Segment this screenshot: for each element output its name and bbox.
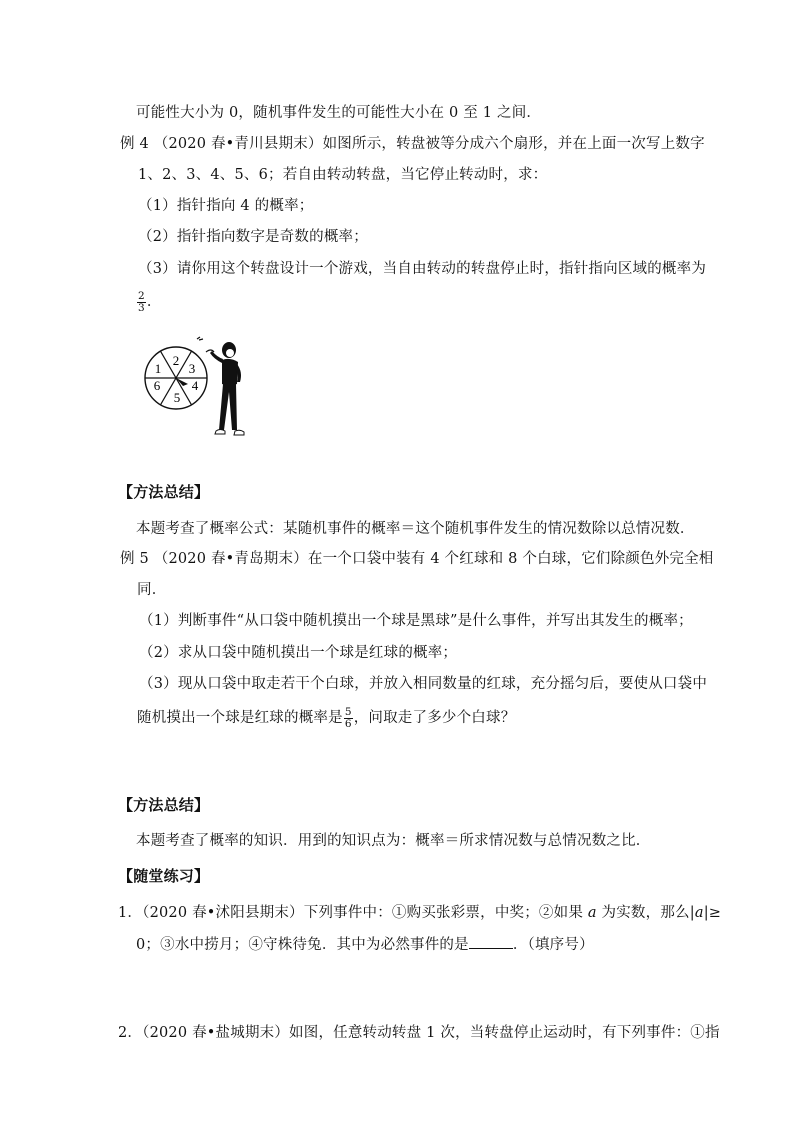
fraction bbox=[137, 291, 146, 314]
practice-question-1 bbox=[118, 903, 721, 923]
question-3: （3）请你用这个转盘设计一个游戏，当自由转动的转盘停止时，指针指向区域的概率为 bbox=[138, 261, 707, 277]
text-line: 可能性大小为 0，随机事件发生的可能性大小在 0 至 1 之间． bbox=[136, 105, 542, 121]
text-line: 同． bbox=[137, 582, 167, 598]
fraction-line bbox=[136, 290, 162, 314]
practice-question-1-continued bbox=[136, 934, 594, 955]
question-1: （1）判断事件“从口袋中随机摸出一个球是黑球”是什么事件，并写出其发生的概率； bbox=[139, 613, 693, 629]
method-summary-text: 本题考查了概率公式：某随机事件的概率＝这个随机事件发生的情况数除以总情况数． bbox=[136, 521, 695, 537]
method-summary-title: 【方法总结】 bbox=[118, 796, 210, 814]
spinner-number: 6 bbox=[153, 378, 161, 393]
question-2: （2）求从口袋中随机摸出一个球是红球的概率； bbox=[139, 645, 458, 661]
practice-title: 【随堂练习】 bbox=[118, 867, 210, 885]
fraction bbox=[344, 707, 353, 730]
example-5-heading: 例 5 （2020 春•青岛期末）在一个口袋中装有 4 个红球和 8 个白球，它们除颜色外完全相 bbox=[120, 551, 714, 567]
spinner-figure bbox=[136, 336, 258, 442]
question-3: （3）现从口袋中取走若干个白球，并放入相同数量的红球，充分摇匀后，要使从口袋中 bbox=[139, 676, 708, 692]
example-4-heading: 例 4 （2020 春•青川县期末）如图所示，转盘被等分成六个扇形，并在上面一次写上数字 bbox=[120, 136, 705, 152]
text-span: 为实数，那么| bbox=[596, 905, 695, 921]
fraction-denominator: 3 bbox=[138, 301, 145, 314]
spinner-number: 4 bbox=[191, 378, 199, 393]
punctuation: ． bbox=[146, 294, 162, 310]
text-span: |≥ bbox=[703, 905, 722, 921]
method-summary-text: 本题考查了概率的知识．用到的知识点为：概率＝所求情况数与总情况数之比． bbox=[136, 833, 651, 849]
question-1: （1）指针指向 4 的概率； bbox=[138, 198, 314, 214]
text-span: ，问取走了多少个白球？ bbox=[353, 710, 516, 726]
variable: a bbox=[694, 905, 704, 921]
variable: a bbox=[587, 905, 597, 921]
text-span: ．（填序号） bbox=[512, 937, 594, 953]
answer-blank bbox=[469, 934, 513, 949]
practice-question-2: 2．（2020 春•盐城期末）如图，任意转动转盘 1 次，当转盘停止运动时，有下列事件：①指 bbox=[118, 1025, 720, 1041]
text-span: 随机摸出一个球是红球的概率是 bbox=[137, 710, 343, 726]
text-span: 1．（2020 春•沭阳县期末）下列事件中：①购买张彩票，中奖；②如果 bbox=[118, 905, 588, 921]
text-line: 1、2、3、4、5、6；若自由转动转盘，当它停止转动时，求： bbox=[138, 167, 548, 183]
question-3-continued bbox=[137, 705, 515, 731]
spinner-illustration bbox=[136, 336, 258, 442]
spinner-number: 2 bbox=[172, 353, 180, 368]
fraction-numerator: 2 bbox=[138, 289, 145, 302]
question-2: （2）指针指向数字是奇数的概率； bbox=[138, 229, 368, 245]
text-span: 0；③水中捞月；④守株待兔．其中为必然事件的是 bbox=[136, 937, 469, 953]
spinner-number: 3 bbox=[188, 361, 196, 376]
fraction-denominator: 6 bbox=[344, 717, 352, 730]
spinner-number: 5 bbox=[173, 390, 181, 405]
method-summary-title: 【方法总结】 bbox=[118, 483, 210, 501]
fraction-numerator: 5 bbox=[344, 705, 352, 718]
spinner-number: 1 bbox=[154, 361, 162, 376]
